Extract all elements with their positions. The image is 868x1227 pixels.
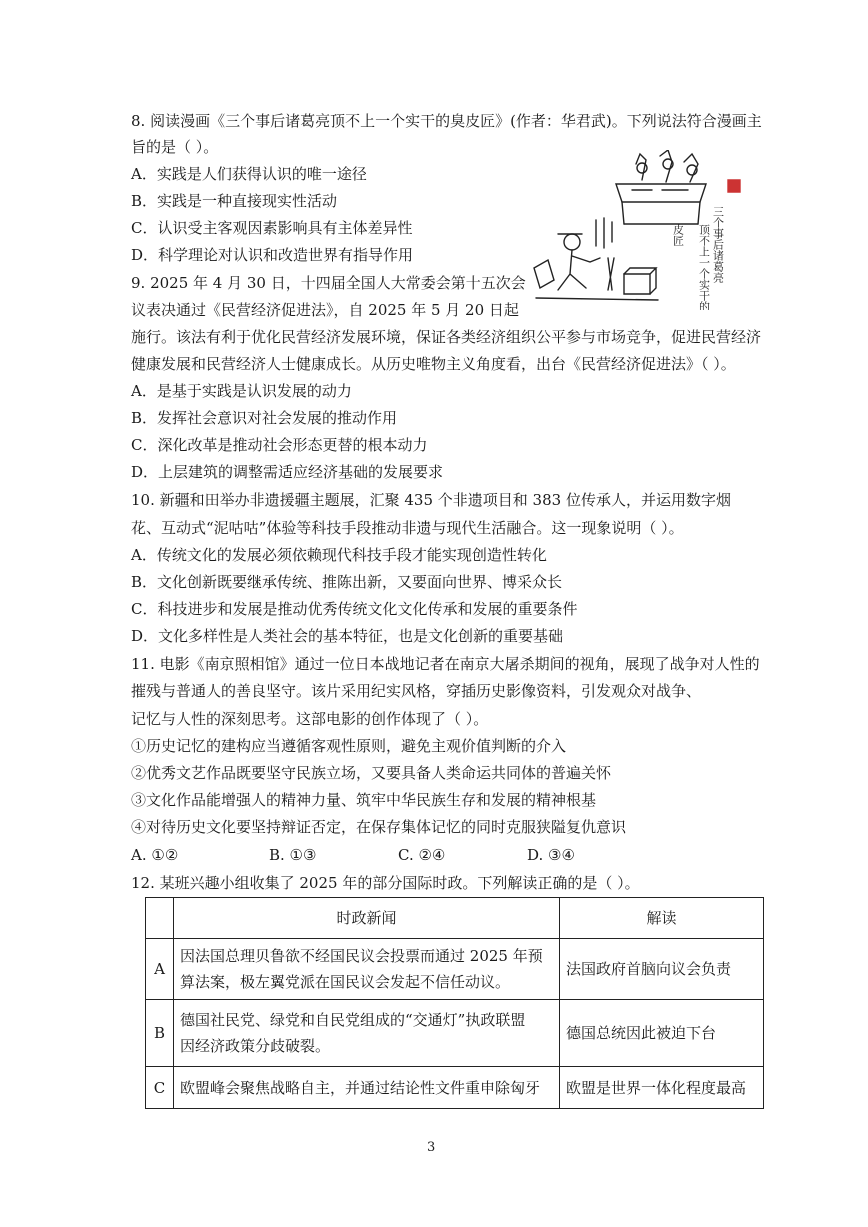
q10-option-b: B．文化创新既要继承传统、推陈出新，又要面向世界、博采众长 — [131, 573, 563, 591]
q11-line1: 11. 电影《南京照相馆》通过一位日本战地记者在南京大屠杀期间的视角，展现了战争对人性的 — [131, 655, 760, 673]
q12-stem: 12. 某班兴趣小组收集了 2025 年的部分国际时政。下列解读正确的是（ ）。 — [131, 874, 640, 892]
q9-option-b: B．发挥社会意识对社会发展的推动作用 — [131, 409, 398, 427]
row-label: A — [146, 939, 174, 1000]
news-line: 因经济政策分歧破裂。 — [180, 1037, 331, 1055]
table-header-news: 时政新闻 — [174, 898, 560, 939]
q10-option-d: D．文化多样性是人类社会的基本特征，也是文化创新的重要基础 — [131, 627, 564, 645]
q11-option-d: D. ③④ — [527, 846, 575, 864]
news-line: 因法国总理贝鲁欲不经国民议会投票而通过 2025 年预 — [180, 947, 543, 965]
table-header-interp: 解读 — [560, 898, 764, 939]
news-cell — [174, 1067, 560, 1109]
q9-option-d: D．上层建筑的调整需适应经济基础的发展要求 — [131, 463, 444, 481]
table-header-blank — [146, 898, 174, 939]
q10-option-a: A．传统文化的发展必须依赖现代科技手段才能实现创造性转化 — [131, 546, 547, 564]
q11-line3: 记忆与人性的深刻思考。这部电影的创作体现了（ ）。 — [131, 710, 489, 728]
table-row — [146, 939, 764, 1000]
q11-option-b: B. ①③ — [269, 846, 317, 864]
q9-option-c: C．深化改革是推动社会形态更替的根本动力 — [131, 436, 428, 454]
q11-line2: 摧残与普通人的善良坚守。该片采用纪实风格，穿插历史影像资料，引发观众对战争、 — [131, 682, 702, 700]
q8-option-c: C．认识受主客观因素影响具有主体差异性 — [131, 219, 413, 237]
q8-stem-line1: 8. 阅读漫画《三个事后诸葛亮顶不上一个实干的臭皮匠》(作者：华君武)。下列说法符合漫画主 — [131, 112, 762, 130]
q11-option-a: A. ①② — [131, 846, 179, 864]
interp-cell: 欧盟是世界一体化程度最高 — [560, 1067, 764, 1109]
cartoon-title-3: 皮匠 — [671, 224, 685, 246]
page-number: 3 — [427, 1140, 436, 1155]
cartoon-title-2: 顶不上一个实干的臭 — [697, 224, 711, 310]
cartoon-illustration — [528, 150, 768, 310]
cartoon-title-1: 三个事后诸葛亮 — [711, 206, 725, 283]
q10-option-c: C．科技进步和发展是推动优秀传统文化文化传承和发展的重要条件 — [131, 600, 578, 618]
q9-line3: 施行。该法有利于优化民营经济发展环境，保证各类经济组织公平参与市场竞争，促进民营经济 — [131, 328, 762, 346]
table-header-row — [146, 898, 764, 939]
q11-statement-1: ①历史记忆的建构应当遵循客观性原则，避免主观价值判断的介入 — [131, 737, 567, 755]
q11-statement-4: ④对待历史文化要坚持辩证否定，在保存集体记忆的同时克服狭隘复仇意识 — [131, 818, 627, 836]
q10-line2: 花、互动式“泥咕咕”体验等科技手段推动非遗与现代生活融合。这一现象说明（ ）。 — [131, 519, 684, 537]
q8-option-d: D．科学理论对认识和改造世界有指导作用 — [131, 246, 414, 264]
cartoon-drawing — [528, 150, 768, 310]
q11-option-c: C. ②④ — [398, 846, 446, 864]
q8-stem-line2: 旨的是（ ）。 — [131, 138, 219, 156]
q12-news-table — [145, 897, 764, 1109]
table-row — [146, 1000, 764, 1067]
news-line: 欧盟峰会聚焦战略自主，并通过结论性文件重申除匈牙 — [180, 1078, 541, 1097]
q9-line1: 9. 2025 年 4 月 30 日，十四届全国人大常委会第十五次会 — [131, 274, 526, 292]
q10-line1: 10. 新疆和田举办非遗援疆主题展，汇聚 435 个非遗项目和 383 位传承人，并运用数字烟 — [131, 491, 731, 509]
row-label: C — [146, 1067, 174, 1109]
news-cell — [174, 939, 560, 1000]
q9-line4: 健康发展和民营经济人士健康成长。从历史唯物主义角度看，出台《民营经济促进法》（ ）。 — [131, 355, 736, 373]
interp-cell: 法国政府首脑向议会负责 — [560, 939, 764, 1000]
interp-cell: 德国总统因此被迫下台 — [560, 1000, 764, 1067]
q11-statement-2: ②优秀文艺作品既要坚守民族立场，又要具备人类命运共同体的普遍关怀 — [131, 764, 612, 782]
table-row — [146, 1067, 764, 1109]
q9-line2: 议表决通过《民营经济促进法》，自 2025 年 5 月 20 日起 — [131, 301, 519, 319]
news-cell — [174, 1000, 560, 1067]
news-line: 算法案，极左翼党派在国民议会发起不信任动议。 — [180, 973, 511, 991]
q9-option-a: A．是基于实践是认识发展的动力 — [131, 382, 352, 400]
q8-option-b: B．实践是一种直接现实性活动 — [131, 192, 338, 210]
news-line: 德国社民党、绿党和自民党组成的“交通灯”执政联盟 — [180, 1011, 526, 1029]
q8-option-a: A．实践是人们获得认识的唯一途径 — [131, 165, 367, 183]
q11-statement-3: ③文化作品能增强人的精神力量、筑牢中华民族生存和发展的精神根基 — [131, 791, 597, 809]
row-label: B — [146, 1000, 174, 1067]
